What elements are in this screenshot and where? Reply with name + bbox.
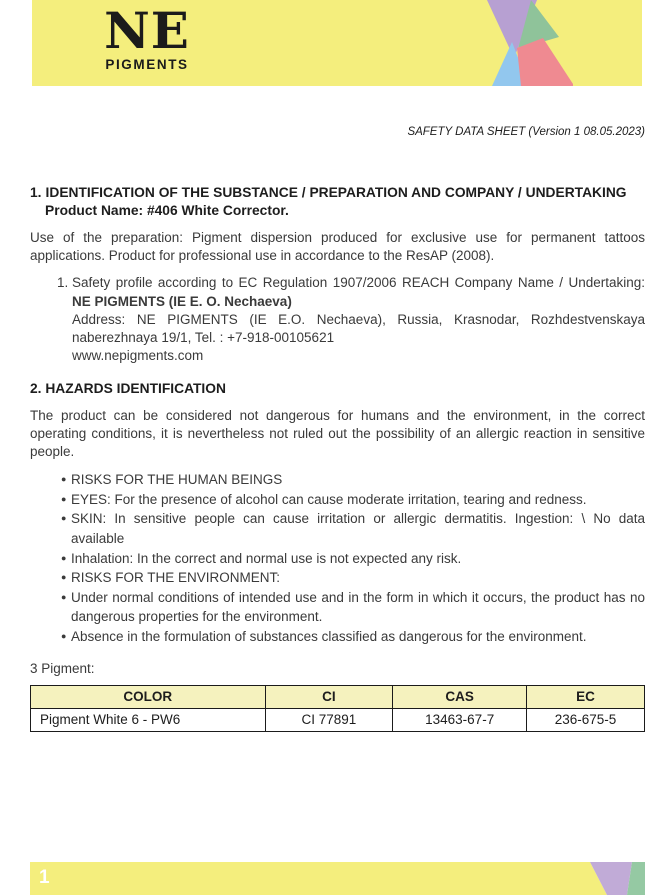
section1-title: IDENTIFICATION OF THE SUBSTANCE / PREPARATION AND COMPANY / UNDERTAKING	[45, 185, 627, 200]
column-header-ci: CI	[265, 685, 393, 708]
brand-logo	[88, 3, 206, 72]
bullet-risks-environment: ● RISKS FOR THE ENVIRONMENT:	[30, 568, 645, 588]
risk-bullet-list	[30, 470, 645, 646]
pigment-table	[30, 685, 645, 732]
logo-wordmark: NE	[104, 1, 190, 60]
column-header-cas: CAS	[393, 685, 527, 708]
pigment-table-header-row	[31, 685, 645, 708]
column-header-ec: EC	[527, 685, 645, 708]
section1-heading	[30, 184, 645, 202]
cell-pigment-color: Pigment White 6 - PW6	[31, 708, 266, 731]
hazards-intro-paragraph: The product can be considered not dangerous for humans and the environment, in the correct operating conditions, it is nevertheless not ruled out the possibility of an allergic reaction in sensitive people.	[30, 407, 645, 460]
section2-heading: 2. HAZARDS IDENTIFICATION	[30, 381, 226, 397]
safety-profile-normal-text: Safety profile according to EC Regulation 1907/2006 REACH Company Name / Undertaking:	[72, 275, 645, 291]
bullet-under-normal-conditions: ● Under normal conditions of intended use and in the form in which it occurs, the product has no dangerous properties for the environment.	[30, 588, 645, 627]
section1-number: 1.	[30, 185, 42, 200]
logo-subtitle: PIGMENTS	[105, 57, 189, 72]
cell-pigment-ec: 236-675-5	[527, 708, 645, 731]
footer-yellow-band-shape	[30, 862, 607, 895]
company-address: Address: NE PIGMENTS (IE E.O. Nechaeva), Russia, Krasnodar, Rozhdestvenskaya naberezhnaya 19/1, Tel. : +7-918-00105621	[72, 311, 645, 346]
red-quad-shape	[517, 38, 573, 86]
cell-pigment-cas: 13463-67-7	[393, 708, 527, 731]
safety-profile-item	[30, 274, 645, 365]
bullet-absence: ● Absence in the formulation of substances classified as dangerous for the environment.	[30, 627, 645, 647]
company-name-bold: NE PIGMENTS (IE E. O. Nechaeva)	[72, 293, 292, 309]
bullet-risks-human: ● RISKS FOR THE HUMAN BEINGS	[30, 470, 645, 490]
use-of-preparation-paragraph: Use of the preparation: Pigment dispersion produced for exclusive use for permanent tattoos applications. Product for professional use in accordance to the ResAP (2008).	[30, 230, 645, 264]
footer-decoration-shapes	[30, 862, 645, 895]
safety-profile-text	[72, 274, 645, 310]
bullet-skin: ● SKIN: In sensitive people can cause irritation or allergic dermatitis. Ingestion: \ No data available	[30, 509, 645, 548]
pigment-section-label: 3 Pigment:	[30, 660, 95, 676]
cell-pigment-ci: CI 77891	[265, 708, 393, 731]
page-number: 1	[39, 867, 50, 888]
sds-version-line: SAFETY DATA SHEET (Version 1 08.05.2023)	[407, 126, 645, 138]
bullet-eyes: ● EYES: For the presence of alcohol can cause moderate irritation, tearing and redness.	[30, 490, 645, 510]
bullet-inhalation: ● Inhalation: In the correct and normal use is not expected any risk.	[30, 549, 645, 569]
product-name-line: Product Name: #406 White Corrector.	[45, 203, 289, 218]
safety-profile-number: 1.	[57, 275, 69, 291]
header-band	[32, 0, 642, 86]
footer-band	[30, 862, 645, 895]
document-body	[30, 184, 645, 732]
column-header-color: COLOR	[31, 685, 266, 708]
website-url: www.nepigments.com	[72, 348, 204, 364]
pigment-table-row	[31, 708, 645, 731]
